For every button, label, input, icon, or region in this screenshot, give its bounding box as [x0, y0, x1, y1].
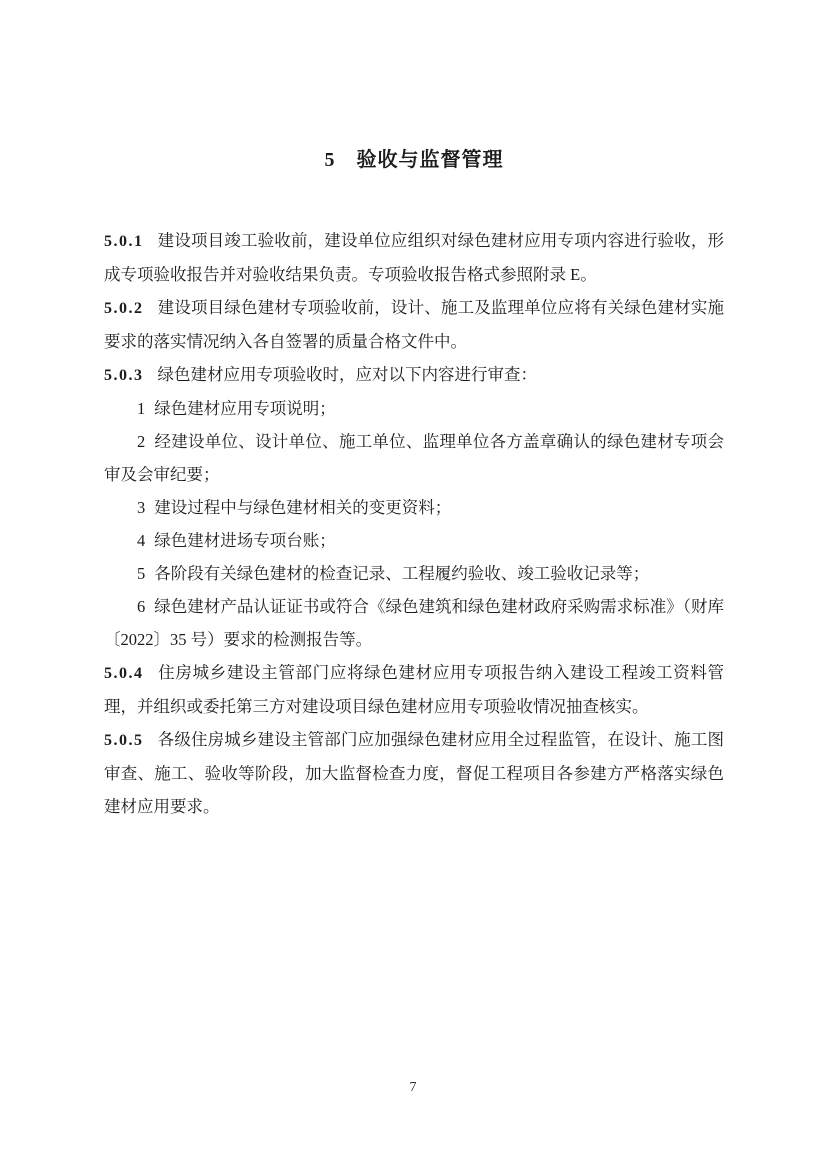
- item-number: 6: [137, 597, 146, 616]
- review-item-3: [104, 491, 724, 524]
- item-text: 绿色建材应用专项说明；: [154, 399, 336, 418]
- clause-number: 5.0.4: [104, 665, 144, 682]
- item-text: 各阶段有关绿色建材的检查记录、工程履约验收、竣工验收记录等；: [154, 564, 650, 583]
- page-number: 7: [409, 1080, 417, 1095]
- item-text: 绿色建材产品认证证书或符合《绿色建筑和绿色建材政府采购需求标准》（财库〔2022〕35 号）要求的检测报告等。: [104, 597, 724, 649]
- chapter-title: 验收与监督管理: [356, 149, 504, 171]
- item-text: 绿色建材进场专项台账；: [154, 531, 336, 550]
- clause-5-0-2: [104, 291, 724, 358]
- clause-5-0-1: [104, 224, 724, 291]
- item-number: 1: [137, 399, 146, 418]
- clause-text: 各级住房城乡建设主管部门应加强绿色建材应用全过程监管，在设计、施工图审查、施工、验收等阶段，加大监督检查力度，督促工程项目各参建方严格落实绿色建材应用要求。: [104, 730, 724, 816]
- clause-text: 绿色建材应用专项验收时，应对以下内容进行审查：: [157, 365, 537, 384]
- clause-5-0-5: [104, 723, 724, 823]
- review-item-5: [104, 557, 724, 590]
- clause-text: 建设项目绿色建材专项验收前，设计、施工及监理单位应将有关绿色建材实施要求的落实情况纳入各自签署的质量合格文件中。: [104, 298, 724, 351]
- review-item-4: [104, 524, 724, 557]
- item-text: 经建设单位、设计单位、施工单位、监理单位各方盖章确认的绿色建材专项会审及会审纪要；: [104, 432, 724, 484]
- clause-text: 建设项目竣工验收前，建设单位应组织对绿色建材应用专项内容进行验收，形成专项验收报告并对验收结果负责。专项验收报告格式参照附录 E。: [104, 231, 724, 284]
- chapter-heading: [104, 146, 724, 174]
- clause-number: 5.0.5: [104, 732, 144, 749]
- clause-5-0-4: [104, 656, 724, 723]
- clause-number: 5.0.1: [104, 233, 144, 250]
- chapter-number: 5: [324, 149, 337, 171]
- item-number: 5: [137, 564, 146, 583]
- clause-number: 5.0.2: [104, 300, 144, 317]
- page-footer: [0, 1080, 826, 1096]
- clause-text: 住房城乡建设主管部门应将绿色建材应用专项报告纳入建设工程竣工资料管理，并组织或委托第三方对建设项目绿色建材应用专项验收情况抽查核实。: [104, 663, 724, 716]
- clause-number: 5.0.3: [104, 367, 144, 384]
- item-number: 3: [137, 498, 146, 517]
- item-text: 建设过程中与绿色建材相关的变更资料；: [154, 498, 452, 517]
- body-text: [104, 224, 724, 823]
- item-number: 4: [137, 531, 146, 550]
- clause-5-0-3: [104, 358, 724, 392]
- review-item-6: [104, 590, 724, 656]
- review-item-1: [104, 392, 724, 425]
- page-content: [104, 0, 724, 823]
- item-number: 2: [137, 432, 146, 451]
- review-item-2: [104, 425, 724, 491]
